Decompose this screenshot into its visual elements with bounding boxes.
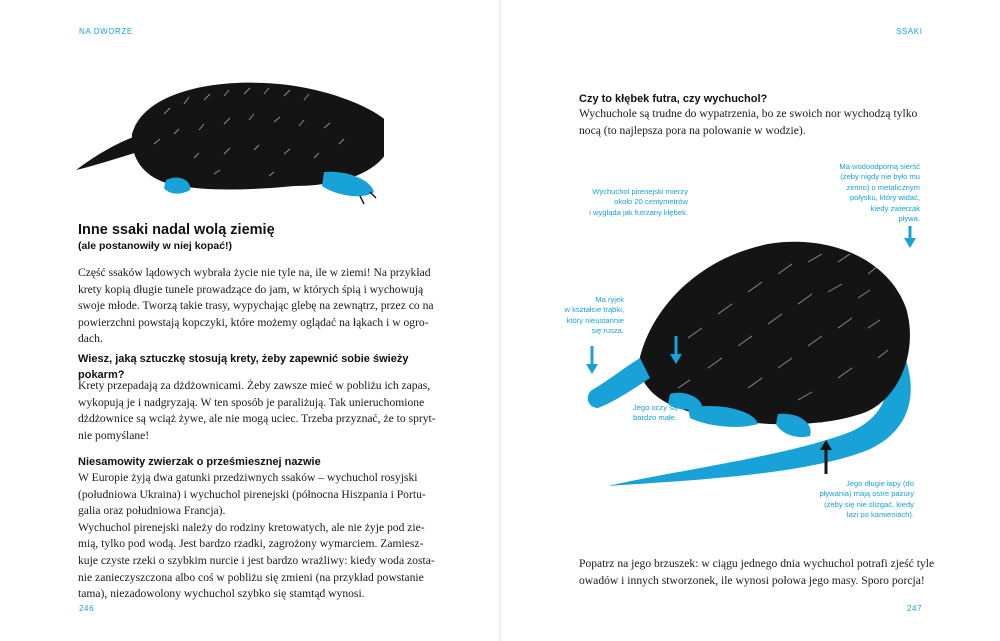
text-line: mią, tylko pod wodą. Jest bardzo rzadki, zagrożony wymarciem. Zamiesz-: [78, 537, 424, 551]
text-line: Popatrz na jego brzuszek: w ciągu jednego dnia wychuchol potrafi zjeść tyle: [579, 557, 935, 570]
callout-line: i wygląda jak futrzany kłębek.: [589, 207, 688, 217]
text-line: krety kopią długie tunele prowadzące do jam, w których śpią i wychowują: [78, 282, 424, 296]
page-number-right: 247: [907, 604, 923, 613]
callout-line: połysku, który widać,: [849, 193, 920, 203]
text-line: owadów i innych stworzonek, ile wynosi połowa jego masy. Sporo porcja!: [579, 573, 925, 587]
callout-line: około 20 centymetrów: [614, 197, 688, 207]
callout-fur: [800, 162, 920, 224]
text-line: nocą (to najlepsza pora na polowanie w wodzie).: [579, 123, 806, 137]
callout-size: [576, 187, 688, 218]
heading-line: Niesamowity zwierzak o prześmiesznej nazwie: [78, 456, 321, 468]
question-heading-desman: [78, 454, 321, 470]
callout-line: pływania) mają ostre pazury: [819, 489, 914, 499]
right-intro-paragraph: [579, 106, 917, 139]
text-line: W Europie żyją dwa gatunki przedziwnych ssaków – wychuchol rosyjski: [78, 471, 418, 484]
closing-paragraph: [579, 556, 934, 589]
text-line: powierzchni powstają kopczyki, które możemy oglądać na łąkach i w ogro-: [78, 315, 429, 329]
text-line: Część ssaków lądowych wybrała życie nie tyle na, ile w ziemi! Na przykład: [78, 266, 431, 279]
page-gutter: [499, 0, 501, 641]
desman-paragraph: [78, 470, 435, 603]
text-line: nie pomyślane!: [78, 428, 150, 442]
callout-line: (żeby nigdy nie było mu: [840, 172, 920, 182]
callout-line: Ma ryjek: [595, 295, 624, 304]
heading-line: Wiesz, jaką sztuczkę stosują krety, żeby zapewnić sobie świeży: [78, 353, 409, 365]
heading-line: Czy to kłębek futra, czy wychuchol?: [579, 93, 768, 105]
text-line: (południowa Ukraina) i wychuchol pirenejski (północna Hiszpania i Portu-: [78, 487, 426, 501]
text-line: Wychuchole są trudne do wypatrzenia, bo ze swoich nor wychodzą tylko: [579, 107, 918, 120]
mole-paragraph: [78, 378, 436, 444]
callout-line: Ma wodoodporną sierść: [839, 162, 920, 171]
text-line: Krety przepadają za dżdżownicami. Żeby zawsze mieć w pobliżu ich zapas,: [78, 379, 431, 392]
desman-illustration: [578, 218, 924, 500]
text-line: swoje młode. Tworzą takie trasy, wypychając glebę na zewnątrz, przez co na: [78, 299, 434, 313]
callout-line: Jego oczy są: [632, 403, 678, 412]
text-line: kuje czyste rzeki o szybkim nurcie i jest bardzo wrażliwy: kiedy woda zosta-: [78, 553, 435, 567]
intro-paragraph: [78, 265, 434, 348]
text-line: tama), niezadowolony wychuchol szybko się stamtąd wynosi.: [78, 587, 365, 601]
callout-line: się rusza.: [591, 326, 624, 336]
running-head-left: NA DWORZE: [79, 27, 133, 36]
callout-line: który nieustannie: [566, 315, 624, 325]
callout-line: Jego długie łapy (do: [846, 479, 914, 488]
callout-line: w kształcie trąbki,: [564, 305, 624, 315]
callout-line: bardzo małe.: [633, 413, 677, 423]
mole-illustration: [74, 74, 384, 214]
callout-line: Wychuchol pirenejski mierzy: [592, 187, 688, 196]
page-title: Inne ssaki nadal wolą ziemię: [78, 222, 275, 238]
page-number-left: 246: [79, 604, 95, 613]
text-line: Wychuchol pirenejski należy do rodziny kretowatych, ale nie żyje pod zie-: [78, 520, 425, 534]
text-line: wykopują je i nadgryzają. W ten sposób je paraliżują. Tak unieruchomione: [78, 395, 425, 409]
callout-line: (żeby się nie ślizgać, kiedy: [824, 499, 914, 509]
callout-line: kiedy zwierzak: [870, 203, 920, 213]
heading-line: pokarm?: [78, 369, 125, 381]
running-head-right: SSAKI: [896, 27, 923, 36]
callout-line: zimno) o metalicznym: [846, 182, 920, 192]
text-line: nie zanieczyszczona albo coś w pobliżu się zmieni (na przykład powstanie: [78, 570, 424, 584]
page-subtitle: (ale postanowiły w niej kopać!): [78, 240, 233, 252]
callout-line: łazi po kamieniach).: [846, 510, 914, 520]
callout-feet: [790, 479, 914, 521]
text-line: dżdżownice są wciąż żywe, ale nie mogą uciec. Trzeba przyznać, że to spryt-: [78, 412, 436, 426]
text-line: galia oraz południowa Francja).: [78, 504, 226, 518]
callout-line: pływa.: [898, 214, 920, 224]
text-line: dach.: [78, 332, 103, 346]
section-heading: [579, 91, 767, 107]
callout-eyes: [618, 403, 692, 424]
callout-snout: [540, 295, 624, 337]
